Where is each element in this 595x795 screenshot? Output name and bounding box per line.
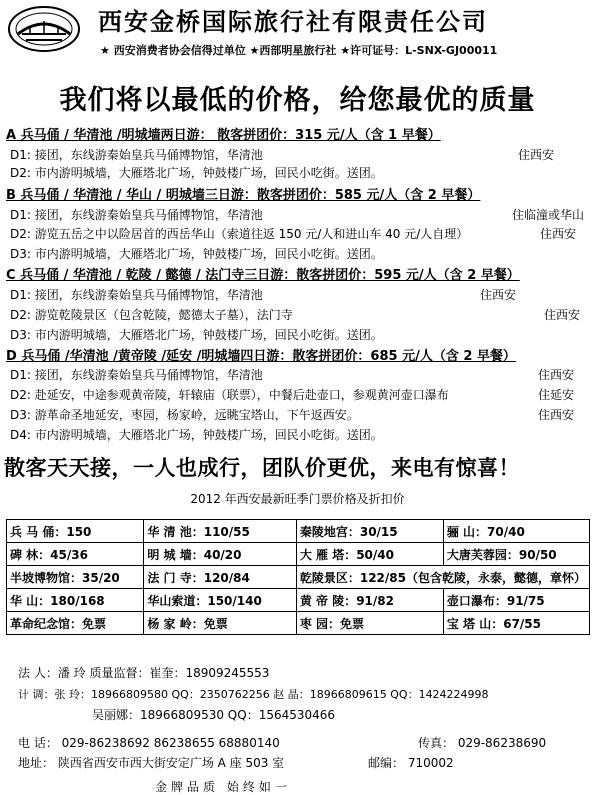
tour-a-day-2: D2: 市内游明城墙，大雁塔北广场，钟鼓楼广场，回民小吃街。送团。 <box>10 166 383 180</box>
table-cell: 碑 林：45/36 <box>7 543 144 566</box>
table-row <box>7 612 590 635</box>
tour-d-day-3-dest: 住西安 <box>538 408 575 422</box>
table-row <box>7 566 590 589</box>
postcode: 邮编： 710002 <box>368 756 454 770</box>
planner-contacts: 计 调：张 玲：18966809580 QQ：2350762256 赵 晶：18966809615 QQ：1424224998 <box>18 688 489 701</box>
tour-b-day-1: D1: 接团，东线游秦始皇兵马俑博物馆，华清池 <box>10 208 263 222</box>
tour-d-day-2-dest: 住延安 <box>538 388 575 402</box>
table-cell: 乾陵景区：122/85（包含乾陵，永泰，懿德，章怀） <box>296 566 589 589</box>
tour-c-day-1: D1: 接团，东线游秦始皇兵马俑博物馆，华清池 <box>10 288 263 302</box>
tour-c-day-3: D3: 市内游明城墙，大雁塔北广场，钟鼓楼广场，回民小吃街。送团。 <box>10 328 383 342</box>
table-cell: 华 清 池：110/55 <box>144 520 296 543</box>
table-row <box>7 589 590 612</box>
tour-a-day-1-dest: 住西安 <box>518 148 555 162</box>
tour-d-day-3: D3: 游革命圣地延安，枣园，杨家岭，远眺宝塔山，下午返西安。 <box>10 408 359 422</box>
tour-b-day-1-dest: 住临潼或华山 <box>512 208 585 222</box>
table-cell: 明 城 墙：40/20 <box>144 543 296 566</box>
tour-d-day-1-dest: 住西安 <box>538 368 575 382</box>
table-cell: 黄 帝 陵：91/82 <box>296 589 443 612</box>
fax-number: 传真： 029-86238690 <box>418 736 547 750</box>
tour-b-day-2: D2: 游览五岳之中以险居首的西岳华山（索道往返 150 元/人和进山车 40 元/人自理） <box>10 227 469 241</box>
tour-b-day-3: D3: 市内游明城墙，大雁塔北广场，钟鼓楼广场，回民小吃街。送团。 <box>10 247 383 261</box>
promo-slogan: 散客天天接，一人也成行，团队价更优，来电有惊喜！ <box>4 456 520 480</box>
company-logo <box>6 4 82 54</box>
table-cell: 革命纪念馆：免票 <box>7 612 144 635</box>
tour-d-day-4: D4: 市内游明城墙，大雁塔北广场，钟鼓楼广场，回民小吃街。送团。 <box>10 428 383 442</box>
tour-d-day-1: D1: 接团，东线游秦始皇兵马俑博物馆，华清池 <box>10 368 263 382</box>
table-cell: 宝 塔 山：67/55 <box>443 612 589 635</box>
office-address: 地址： 陕西省西安市西大街安定广场 A 座 503 室 <box>18 756 285 770</box>
ticket-price-table <box>6 519 590 635</box>
table-cell: 法 门 寺：120/84 <box>144 566 296 589</box>
tour-d-title: D 兵马俑 /华清池 /黄帝陵 /延安 /明城墙四日游：散客拼团价：685 元/人（含 2 早餐） <box>6 349 516 364</box>
table-cell: 杨 家 岭：免票 <box>144 612 296 635</box>
tour-d-day-2: D2: 赴延安，中途参观黄帝陵，轩辕庙（联票），中餐后赴壶口，参观黄河壶口瀑布 <box>10 388 449 402</box>
price-table-caption: 2012 年西安最新旺季门票价格及折扣价 <box>190 492 405 506</box>
tour-c-day-1-dest: 住西安 <box>480 288 517 302</box>
planner-contacts-2: 吴丽娜：18966809530 QQ：1564530466 <box>92 708 336 722</box>
tour-c-day-2-dest: 住西安 <box>544 308 581 322</box>
tour-a-title: A 兵马俑 / 华清池 /明城墙两日游： 散客拼团价：315 元/人（含 1 早餐） <box>6 128 441 143</box>
table-cell: 兵 马 俑：150 <box>7 520 144 543</box>
table-cell: 枣 园：免票 <box>296 612 443 635</box>
table-row <box>7 520 590 543</box>
table-cell: 大唐芙蓉园：90/50 <box>443 543 589 566</box>
tour-a-day-1: D1: 接团，东线游秦始皇兵马俑博物馆，华清池 <box>10 148 263 162</box>
table-cell: 华山索道：150/140 <box>144 589 296 612</box>
legal-representative: 法 人：潘 玲 质量监督：崔奎：18909245553 <box>18 666 270 680</box>
table-cell: 秦陵地宫：30/15 <box>296 520 443 543</box>
table-cell: 华 山：180/168 <box>7 589 144 612</box>
table-row <box>7 543 590 566</box>
tour-b-day-2-dest: 住西安 <box>540 227 577 241</box>
table-cell: 骊 山：70/40 <box>443 520 589 543</box>
company-name: 西安金桥国际旅行社有限责任公司 <box>98 8 488 36</box>
footer-motto: 金牌品质 始终如一 <box>155 780 291 794</box>
company-credentials: ★ 西安消费者协会信得过单位 ★西部明星旅行社 ★许可证号：L-SNX-GJ00011 <box>100 44 498 57</box>
table-cell: 半坡博物馆：35/20 <box>7 566 144 589</box>
tour-c-title: C 兵马俑 / 华清池 / 乾陵 / 懿德 / 法门寺三日游：散客拼团价：595 元/人（含 2 早餐） <box>6 268 520 283</box>
main-slogan: 我们将以最低的价格，给您最优的质量 <box>59 85 536 116</box>
tour-c-day-2: D2: 游览乾陵景区（包含乾陵，懿德太子墓），法门寺 <box>10 308 293 322</box>
table-cell: 大 雁 塔：50/40 <box>296 543 443 566</box>
tour-b-title: B 兵马俑 / 华清池 / 华山 / 明城墙三日游：散客拼团价：585 元/人（含 2 早餐） <box>6 188 481 203</box>
phone-numbers: 电 话： 029-86238692 86238655 68880140 <box>18 736 280 750</box>
table-cell: 壶口瀑布：91/75 <box>443 589 589 612</box>
